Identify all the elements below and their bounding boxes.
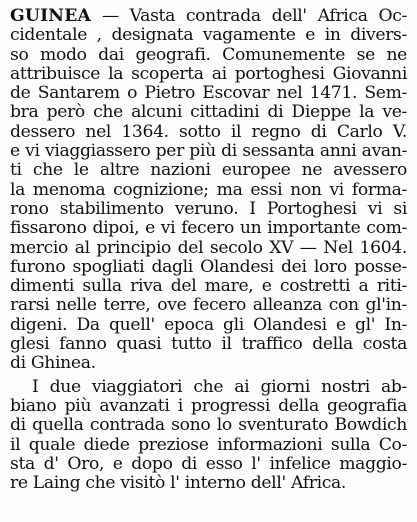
text-line: ti che le altre nazioni europee ne avessero [10,160,407,181]
text-line: bra però che alcuni cittadini di Dieppe la ve- [10,102,407,123]
text-line: I due viaggiatori che ai giorni nostri ab- [32,376,407,397]
text-line: biano più avanzati i progressi della geografia [10,395,407,416]
text-line: furono spogliati dagli Olandesi dei loro posse- [10,256,407,277]
text-line: dimenti sulla riva del mare, e costretti a riti- [10,276,407,297]
text-line: glesi fanno quasi tutto il traffico della costa [10,334,407,355]
text-line: de Santarem o Pietro Escovar nel 1471. Sem- [10,83,407,104]
text-line: dessero nel 1364. sotto il regno di Carlo V. [10,121,407,142]
text-line: cidentale , designata vagamente e in divers- [10,25,407,46]
text-line: rono stabilimento veruno. I Portoghesi vi si [10,198,407,219]
text-line: digeni. Da quell' epoca gli Olandesi e gl' In- [10,314,407,335]
text-line: rarsi nelle terre, ove fecero alleanza con gl'in- [10,295,407,316]
text-line: di Ghinea. [10,353,96,374]
text-line: re Laing che visitò l' interno dell' Africa. [10,473,347,494]
text-line: la menoma cognizione; ma essi non vi forma- [10,179,407,200]
text-line: sta d' Oro, e dopo di esso l' infelice maggio- [10,453,407,474]
text-line: mercio al principio del secolo XV — Nel 1604. [10,237,407,258]
article-text [10,7,407,493]
text-line [10,7,407,26]
line-text: — Vasta contrada dell' Africa Oc- [91,6,407,26]
text-line: il quale diede preziose informazioni sulla Co- [10,434,407,455]
text-line: fissarono dipoi, e vi fecero un importante com- [10,218,407,239]
text-line: di quella contrada sono lo sventurato Bowdich [10,415,407,436]
text-line: so modo dai geografi. Comunemente se ne [10,44,407,65]
headword: GUINEA [10,6,92,26]
text-line: e vi viaggiassero per più di sessanta anni avan- [10,141,407,162]
text-line: attribuisce la scoperta ai portoghesi Giovanni [10,63,407,84]
